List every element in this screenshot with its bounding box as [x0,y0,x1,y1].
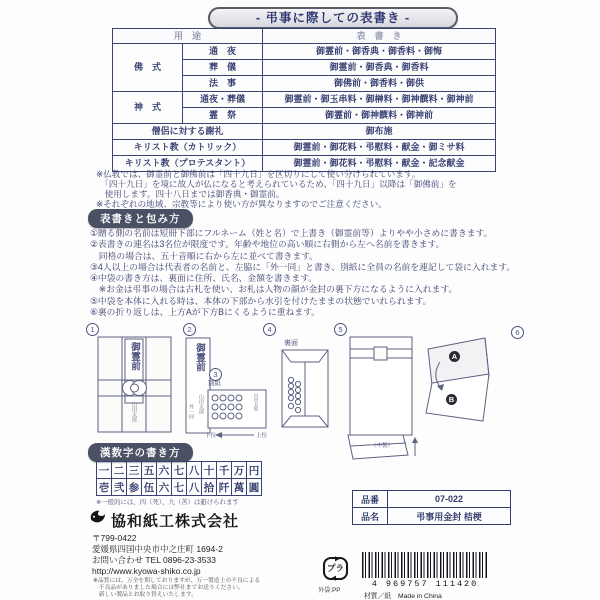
product-info-table [352,490,511,525]
diagram-step-number: 1 [86,323,99,336]
numeral-cell: 参 [127,479,142,496]
step-line: ⑤中袋を本体に入れる時は、本体の下部から水引を付けたままの状態でいれられます。 [90,295,432,306]
product-name-value: 弔事用金封 桔梗 [388,508,511,525]
numeral-cell: 一 [97,462,112,479]
writing-cell: 御霊前・御花料・弔慰料・献金・記念献金 [263,156,496,172]
usage-cell: 通 夜 [183,44,263,60]
diagram-step-number: 4 [263,323,276,336]
company-address-block [92,533,223,577]
group-shinto: 神 式 [113,92,183,124]
envelope-inscription: 御霊前 [129,342,140,371]
envelope-inscription: 御霊前 [194,343,205,372]
giver-name: 山田太郎 [198,394,204,414]
table-row [113,92,496,108]
address-line: 愛媛県四国中央市中之庄町 1694-2 [92,544,223,554]
diagram-step-number: 5 [334,323,347,336]
step-line: 同格の場合は、五十音順に右から左に並べて書きます。 [90,250,319,261]
omotegaki-table [112,28,496,172]
kyowa-logo-icon [88,508,107,532]
pla-mark-text: プラ [326,563,344,573]
diagram-step-number: 6 [511,326,524,339]
diagram-step-number: 2 [183,323,196,336]
rank-low-label: 下位 [205,433,217,439]
product-code-label: 品番 [353,491,388,508]
numeral-cell: 二 [112,462,127,479]
numeral-cell: 五 [142,462,157,479]
numeral-cell: 十 [202,462,217,479]
numeral-cell: 七 [172,479,187,496]
quality-disclaimer [93,578,260,598]
writing-cell: 御佛前・御香料・御供 [263,76,496,92]
pla-recycle-mark [322,556,349,581]
section-heading-wrapping: 表書きと包み方 [88,209,193,228]
footnote-line: ※それぞれの地域、宗教等により使い方が異なりますのでご注意ください。 [96,199,387,209]
writing-cell: 御霊前・御玉串料・御榊料・御神饌料・御神前 [263,92,496,108]
numeral-cell: 六 [157,479,172,496]
contact-phone: お問い合わせ TEL 0896-23-3533 [92,555,216,565]
envelope-diagrams [82,322,544,462]
numeral-cell: 八 [187,479,202,496]
footnote-line: 使用します。四十八日までは御香典・御霊前。 [96,189,285,199]
numeral-cell: 萬 [232,479,247,496]
group-suffix-label: 外一同 [188,404,194,419]
product-name-row [353,508,511,525]
wrapping-steps [90,228,515,318]
material-origin: 材質／紙 Made in China [364,593,442,600]
table-header-row [113,29,496,44]
writing-cell: 御霊前・御香典・御香料・御悔 [263,44,496,60]
numeral-cell: 阡 [217,479,232,496]
writing-cell: 御霊前・御神饌料・御神前 [263,108,496,124]
disclaimer-line: ※品質には、万全を期しておりますが、万一製造上の不良による [93,578,261,584]
numeral-cell: 伍 [142,479,157,496]
flap-b-label: B [446,394,457,405]
numerals-formal-row [97,479,262,496]
usage-cell: キリスト教（カトリック） [113,140,263,156]
numeral-cell: 六 [157,462,172,479]
product-name-label: 品名 [353,508,388,525]
diagram-shapes-graphic [82,322,544,462]
table-row [113,124,496,140]
usage-cell: 法 事 [183,76,263,92]
giver-name: 山田太郎 [131,402,137,422]
footnote-line: 「四十九日」を境に故人が仏になると考えられているため、「四十九日」以降は「御佛前」を [96,179,457,189]
outer-bag-material: 外袋:PP [318,587,341,594]
writing-cell: 御霊前・御香典・御香料 [263,60,496,76]
flap-a-label: A [449,351,460,362]
ean-barcode [362,552,488,578]
numeral-cell: 八 [187,462,202,479]
col-header-usage: 用 途 [113,29,263,44]
numeral-cell: 壱 [97,479,112,496]
product-code-row [353,491,511,508]
product-code-value: 07-022 [388,491,511,508]
giver-name: 山田太郎 [254,393,259,411]
page-title: - 弔事に際しての表書き - [208,7,458,29]
col-header-writing: 表 書 き [263,29,496,44]
usage-cell: 通夜・葬儀 [183,92,263,108]
numeral-cell: 弐 [112,479,127,496]
numeral-cell: 三 [127,462,142,479]
usage-cell: キリスト教（プロテスタント） [113,156,263,172]
company-header [88,508,239,532]
group-buddhist: 佛 式 [113,44,183,92]
step-line: ②表書きの連名は3名位が限度です。年齢や地位の高い順に右側から左へ名前を書きます。 [90,239,445,250]
diagram-step-number: 3 [209,368,222,381]
table-row [113,44,496,60]
disclaimer-line: 新しい製品とお取り替えいたします。 [93,591,197,598]
website-url: http://www.kyowa-shiko.co.jp [92,566,201,576]
back-side-label: 裏面 [284,340,298,347]
numeral-cell: 七 [172,462,187,479]
step-line: ※お金は弔事の場合は古札を使い、お札は人物の顔が金封の裏下方になるように入れます。 [90,284,458,295]
footnote-line: ※仏教では、御霊前と御佛前は「四十九日」を区切りにして使い分けられています。 [96,169,421,179]
barcode-digits: 4 969757 111420 [371,579,479,589]
numeral-cell: 千 [217,462,232,479]
section-heading-numerals: 漢数字の書き方 [88,443,193,462]
company-name: 協和紙工株式会社 [111,512,240,530]
disclaimer-line: 不良品がありました場合には弊社までお送りください。 [93,584,244,591]
numerals-table [96,461,262,496]
usage-cell: 霊 祭 [183,108,263,124]
numeral-cell: 圓 [247,479,262,496]
separate-sheet-label: 別紙 [208,380,221,387]
step-line: ①贈る側の名前は短冊下部にフルネーム（姓と名）で上書き（御霊前等）よりやや小さめに書きます。 [90,228,493,238]
numeral-cell: 円 [247,462,262,479]
inner-envelope-label: （中袋） [371,443,394,449]
postal-code: 〒799-0422 [92,533,137,543]
table-footnotes [96,169,457,209]
usage-cell: 僧侶に対する謝礼 [113,124,263,140]
writing-cell: 御布施 [263,124,496,140]
numeral-cell: 万 [232,462,247,479]
numeral-cell: 拾 [202,479,217,496]
step-line: ④中袋の書き方は、裏面に住所、氏名、金額を書きます。 [90,273,318,284]
table-row [113,140,496,156]
numerals-common-row [97,462,262,479]
rank-high-label: 上位 [256,433,268,439]
writing-cell: 御霊前・御花料・弔慰料・献金・御ミサ料 [263,140,496,156]
usage-cell: 葬 儀 [183,60,263,76]
step-line: ③4人以上の場合は代表者の名前と、左脇に「外一同」と書き、別紙に全員の名前を連記して袋に入れます。 [90,261,516,272]
step-line: ⑥裏の折り返しは、上方Aが下方Bにくるように重ねます。 [90,307,321,318]
numerals-note: ※一般的には、四（死）、九（苦）は避けられます [96,499,239,506]
